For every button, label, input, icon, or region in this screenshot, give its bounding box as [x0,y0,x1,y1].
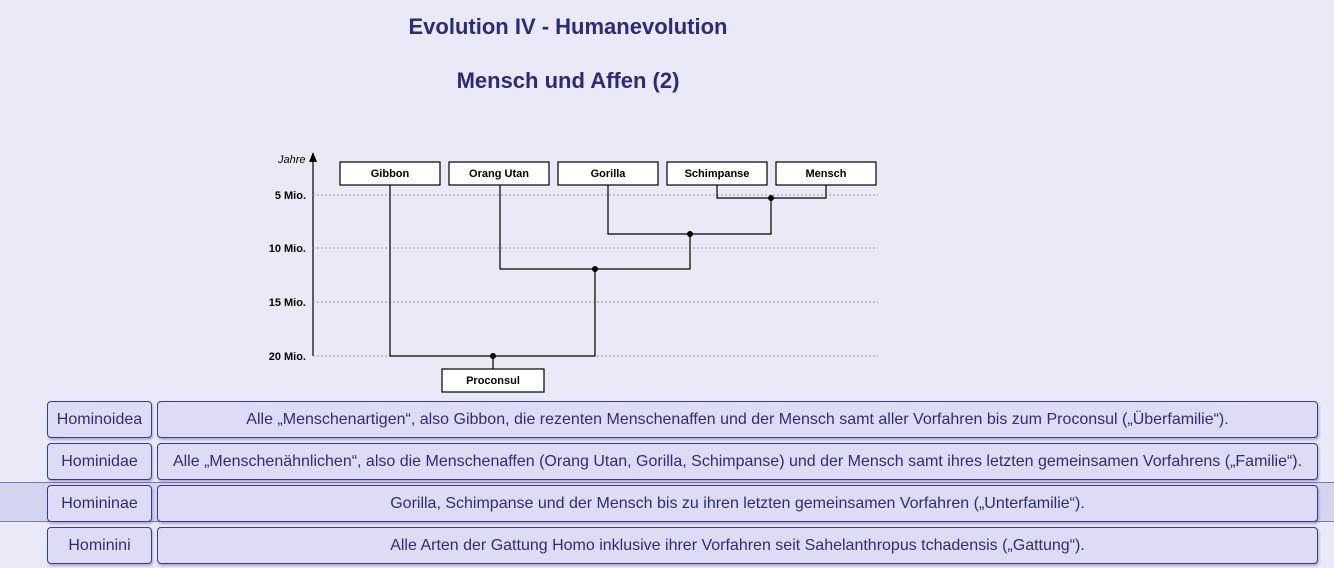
node-hominidae [592,266,598,272]
branch-gorilla [608,185,771,234]
taxon-label-gorilla: Gorilla [590,168,626,180]
term-button-hominoidea[interactable]: Hominoidea [47,401,152,438]
tick-label: 15 Mio. [268,297,306,309]
definition-text-hominidae[interactable]: Alle „Menschenähnlichen“, also die Menschenaffen (Orang Utan, Gorilla, Schimpanse) und der Mensch samt ihres letzten gemeinsamen Vorfahrens („Familie“). [157,443,1318,480]
node-hominoidea [490,353,496,359]
branch-orang-utan [500,185,690,269]
branch-gibbon [390,185,595,356]
tick-label: 20 Mio. [268,351,306,363]
term-button-homininae[interactable]: Homininae [47,485,152,522]
definition-text-homininae[interactable]: Gorilla, Schimpanse und der Mensch bis zu ihren letzten gemeinsamen Vorfahren („Unterfamilie“). [157,485,1318,522]
axis-label: Jahre [278,154,306,166]
page-subtitle: Mensch und Affen (2) [456,68,680,93]
definition-text-hominoidea[interactable]: Alle „Menschenartigen“, also Gibbon, die rezenten Menschenaffen und der Mensch samt aller Vorfahren bis zum Proconsul („Überfamilie“). [157,401,1318,438]
page-title: Evolution IV - Humanevolution [408,14,728,39]
node-homininae [687,231,693,237]
term-button-hominini[interactable]: Hominini [47,527,152,564]
ancestor-label-proconsul: Proconsul [466,375,520,387]
tick-label: 5 Mio. [274,190,306,202]
node-hominini [768,195,774,201]
tick-label: 10 Mio. [268,243,306,255]
taxon-label-schimpanse: Schimpanse [684,168,750,180]
taxon-label-gibbon: Gibbon [370,168,410,180]
y-axis-arrow [309,152,317,162]
taxon-label-orang-utan: Orang Utan [469,168,529,180]
term-button-hominidae[interactable]: Hominidae [47,443,152,480]
definition-text-hominini[interactable]: Alle Arten der Gattung Homo inklusive ihrer Vorfahren seit Sahelanthropus tchadensis („Gattung“). [157,527,1318,564]
taxon-label-mensch: Mensch [805,168,847,180]
